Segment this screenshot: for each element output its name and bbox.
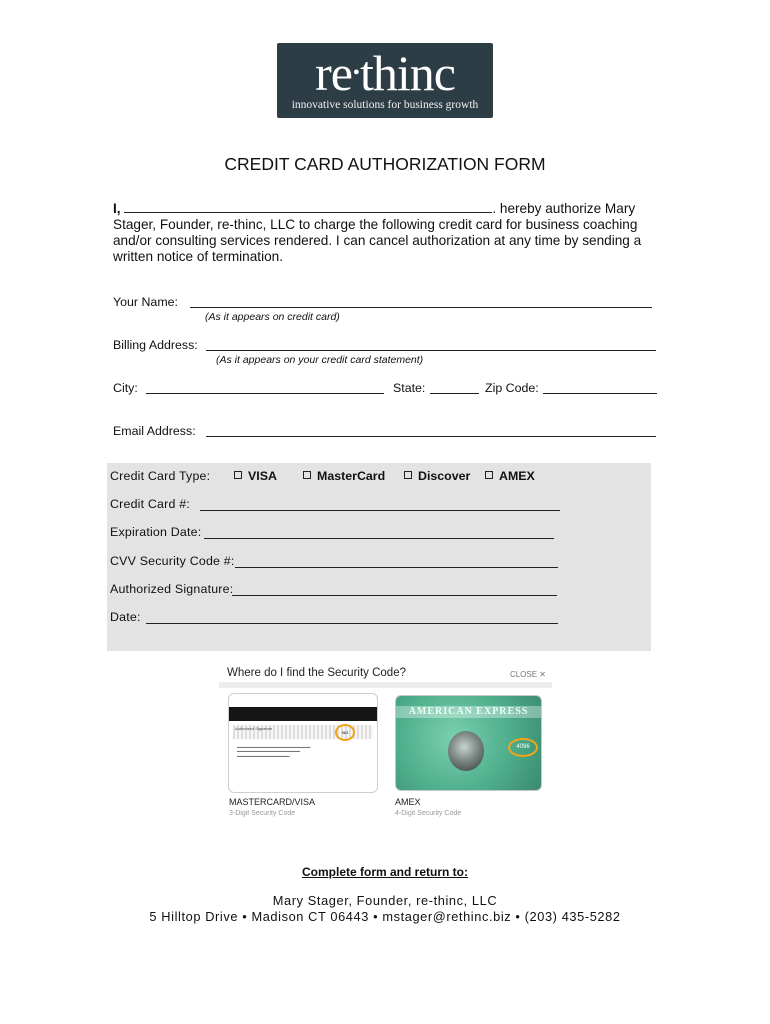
return-instructions: Complete form and return to:: [301, 865, 468, 879]
visa-checkbox[interactable]: [234, 471, 242, 479]
intro-body: Stager, Founder, re-thinc, LLC to charge the following credit card for business coaching and/or consulting services rendered. I can cancel authorization at any time by sending a written notice of termination.: [113, 217, 642, 264]
amex-caption: AMEX: [395, 797, 421, 807]
cvv-line[interactable]: [235, 556, 558, 568]
intro-line1-suffix: . hereby authorize Mary: [492, 201, 636, 216]
your-name-note: (As it appears on credit card): [205, 311, 340, 323]
expiration-line[interactable]: [204, 527, 554, 539]
close-icon: ✕: [539, 670, 546, 679]
amex-brand-text: AMERICAN EXPRESS: [408, 706, 529, 717]
zip-line[interactable]: [543, 382, 657, 394]
return-contact: 5 Hilltop Drive • Madison CT 06443 • mstager@rethinc.biz • (203) 435-5282: [149, 909, 621, 924]
city-line[interactable]: [146, 382, 384, 394]
your-name-line[interactable]: [190, 296, 652, 308]
cvv-highlight: 963: [335, 724, 355, 741]
close-label: CLOSE: [509, 670, 538, 679]
card-type-label: Credit Card Type:: [110, 469, 211, 483]
form-title: CREDIT CARD AUTHORIZATION FORM: [224, 154, 546, 174]
logo-wordmark: re•thinc: [315, 45, 455, 101]
option-discover[interactable]: [404, 469, 470, 483]
mastercard-visa-caption: MASTERCARD/VISA: [229, 797, 316, 807]
security-code-illustration: [219, 663, 552, 828]
date-line[interactable]: [146, 612, 558, 624]
your-name-row: [113, 295, 178, 309]
logo-re: re: [315, 45, 352, 101]
mastercard-label: MasterCard: [317, 469, 386, 483]
billing-address-row: [113, 338, 198, 352]
credit-card-section: [107, 463, 651, 651]
email-label: Email Address:: [113, 424, 196, 438]
close-button: [510, 670, 546, 679]
billing-address-label: Billing Address:: [113, 338, 198, 352]
expiration-label: Expiration Date:: [110, 525, 202, 539]
amex-card-image: [395, 695, 542, 791]
option-amex[interactable]: [485, 469, 535, 483]
return-name: Mary Stager, Founder, re-thinc, LLC: [272, 893, 498, 908]
discover-label: Discover: [418, 469, 471, 483]
logo-thinc: thinc: [359, 45, 455, 101]
state-label: State:: [393, 381, 426, 395]
amex-label: AMEX: [499, 469, 535, 483]
card-back-image: [228, 693, 378, 793]
city-label: City:: [113, 381, 138, 395]
header-divider: [219, 682, 552, 688]
option-visa[interactable]: [234, 469, 277, 483]
intro-prefix: I,: [113, 201, 121, 216]
discover-checkbox[interactable]: [404, 471, 412, 479]
date-label: Date:: [110, 610, 141, 624]
your-name-label: Your Name:: [113, 295, 178, 309]
authorizer-name-line[interactable]: [124, 201, 492, 213]
option-mastercard[interactable]: [303, 469, 385, 483]
email-line[interactable]: [206, 425, 656, 437]
mastercard-visa-subcaption: 3-Digit Security Code: [229, 810, 296, 817]
card-fine-print: ▬▬▬▬▬▬▬▬▬▬▬▬▬▬▬▬▬▬▬▬▬ ▬▬▬▬▬▬▬▬▬▬▬▬▬▬▬▬▬▬ ▬▬▬▬▬▬▬▬▬▬▬▬▬▬▬: [237, 745, 311, 758]
state-line[interactable]: [430, 382, 479, 394]
company-logo: [277, 43, 493, 118]
visa-label: VISA: [248, 469, 277, 483]
signature-panel-text: Authorized Signature: [235, 726, 273, 731]
billing-address-note: (As it appears on your credit card statement): [216, 354, 424, 366]
signature-label: Authorized Signature:: [110, 582, 234, 596]
signature-line[interactable]: [232, 584, 557, 596]
zip-label: Zip Code:: [485, 381, 539, 395]
card-number-label: Credit Card #:: [110, 497, 190, 511]
amex-subcaption: 4-Digit Security Code: [395, 810, 462, 817]
logo-tagline: innovative solutions for business growth: [291, 99, 479, 111]
security-code-heading: Where do I find the Security Code?: [227, 667, 406, 679]
authorization-statement: [113, 201, 663, 265]
magnetic-stripe: [229, 707, 377, 721]
cvv-label: CVV Security Code #:: [110, 554, 235, 568]
card-number-line[interactable]: [200, 499, 560, 511]
amex-checkbox[interactable]: [485, 471, 493, 479]
centurion-portrait: [448, 731, 484, 771]
amex-code-highlight: 4096: [508, 738, 538, 757]
billing-address-line[interactable]: [206, 339, 656, 351]
mastercard-checkbox[interactable]: [303, 471, 311, 479]
